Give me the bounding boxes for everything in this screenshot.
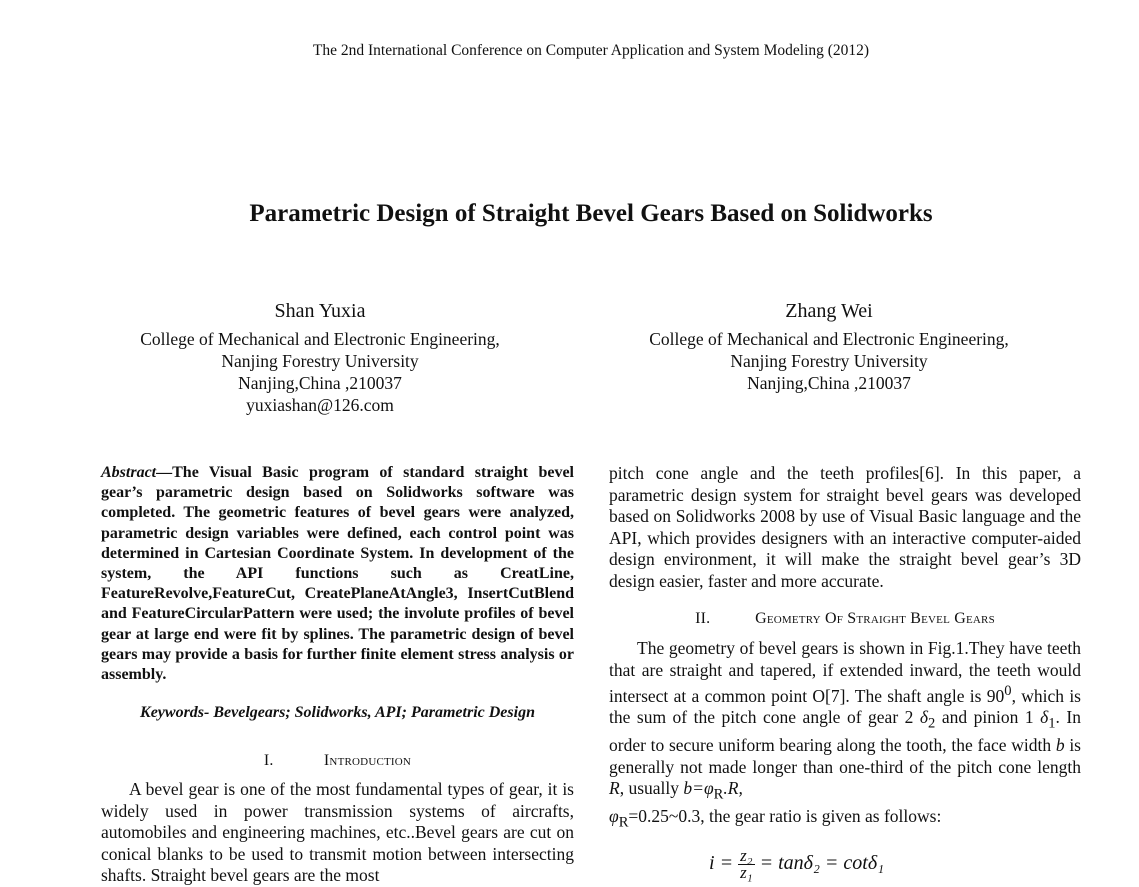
author-city: Nanjing,China ,210037 [747, 373, 911, 393]
text-run: . In order to secure uniform bearing along the tooth, the face width [609, 707, 1082, 756]
formula-fraction [738, 848, 755, 881]
variable-b: b [1055, 735, 1065, 756]
abstract [101, 463, 574, 685]
section-number: I. [263, 752, 274, 770]
author-email: yuxiashan@126.com [246, 395, 394, 415]
text-run: is generally not made longer than one-third of the pitch cone length [609, 735, 1081, 777]
section-title: Geometry Of Straight Bevel Gears [755, 610, 995, 627]
author-block-1 [100, 300, 540, 416]
abstract-dash: — [156, 464, 173, 481]
introduction-paragraph: A bevel gear is one of the most fundamental types of gear, it is widely used in power transmission systems of aircrafts, automobiles and engineering machines, etc..Bevel gears are cut on conical blanks to be used to transmit motion between intersecting shafts. Straight bevel gears are the most [101, 779, 574, 886]
author-university: Nanjing Forestry University [730, 351, 928, 371]
author-university: Nanjing Forestry University [221, 351, 419, 371]
formula-denominator: z₁ [740, 863, 753, 883]
intro-continued-paragraph: pitch cone angle and the teeth profiles[6]. In this paper, a parametric design system for straight bevel gears was developed based on Solidworks 2008 by use of Visual Basic language and the API, which provides designers with an interactive computer-aided design environment, it will make the straight bevel gear’s 3D design easier, faster and more accurate. [609, 463, 1081, 591]
author-name: Shan Yuxia [274, 300, 366, 322]
section-title: Introduction [323, 752, 412, 770]
conference-header: The 2nd International Conference on Computer Application and System Modeling (2012) [312, 42, 870, 59]
text-run: , which is the sum of the pitch cone angle of gear 2 [609, 685, 1081, 728]
phi-symbol: φ [609, 806, 619, 827]
formula-lhs: i [709, 852, 715, 875]
expression: b=φ [683, 778, 714, 799]
subscript: 1 [1048, 715, 1056, 732]
text-run: .R, [723, 778, 743, 799]
section-heading-geometry [609, 610, 1081, 628]
text-run: , usually [619, 778, 684, 799]
author-block-2 [609, 300, 1049, 394]
delta-symbol: δ [1040, 707, 1049, 728]
paper-title: Parametric Design of Straight Bevel Gears Based on Solidworks [249, 200, 933, 227]
text-run: The geometry of bevel gears is shown in Fig.1.They have teeth that are straight and tapered, if extended inward, the teeth would intersect at a common point O[7]. The shaft angle is 90 [609, 638, 1081, 706]
left-column [101, 463, 574, 887]
gear-ratio-formula [709, 848, 1081, 881]
formula-numerator: z₂ [740, 846, 753, 866]
text-run: =0.25~0.3, the gear ratio is given as follows: [628, 806, 942, 827]
superscript: 0 [1004, 683, 1012, 699]
subscript: R [713, 786, 724, 803]
geometry-paragraph [609, 638, 1081, 834]
section-number: II. [695, 610, 711, 627]
delta-symbol: δ [919, 707, 929, 728]
text-run: and pinion 1 [935, 707, 1041, 728]
author-department: College of Mechanical and Electronic Engineering, [140, 329, 500, 349]
formula-rest: = tanδ₂ = cotδ₁ [754, 852, 885, 875]
right-column [609, 463, 1081, 881]
abstract-label: Abstract [101, 464, 157, 481]
formula-equals: = [714, 852, 739, 875]
subscript: R [618, 814, 629, 831]
author-city: Nanjing,China ,210037 [238, 373, 402, 393]
author-department: College of Mechanical and Electronic Engineering, [649, 329, 1009, 349]
keywords: Keywords- Bevelgears; Solidworks, API; Parametric Design [140, 704, 535, 722]
subscript: 2 [928, 715, 936, 732]
author-name: Zhang Wei [785, 300, 873, 322]
abstract-text: The Visual Basic program of standard straight bevel gear’s parametric design based on Solidworks software was completed. The geometric features of bevel gears were analyzed, parametric design variables were defined, each control point was determined in Cartesian Coordinate System. In development of the system, the API functions such as CreatLine, FeatureRevolve,FeatureCut, CreatePlaneAtAngle3, InsertCutBlend and FeatureCircularPattern were used; the involute profiles of bevel gear at large end were fit by splines. The parametric design of bevel gears may provide a basis for further finite element stress analysis or assembly. [101, 464, 574, 684]
variable-r: R [609, 778, 620, 799]
section-heading-introduction [101, 752, 574, 770]
